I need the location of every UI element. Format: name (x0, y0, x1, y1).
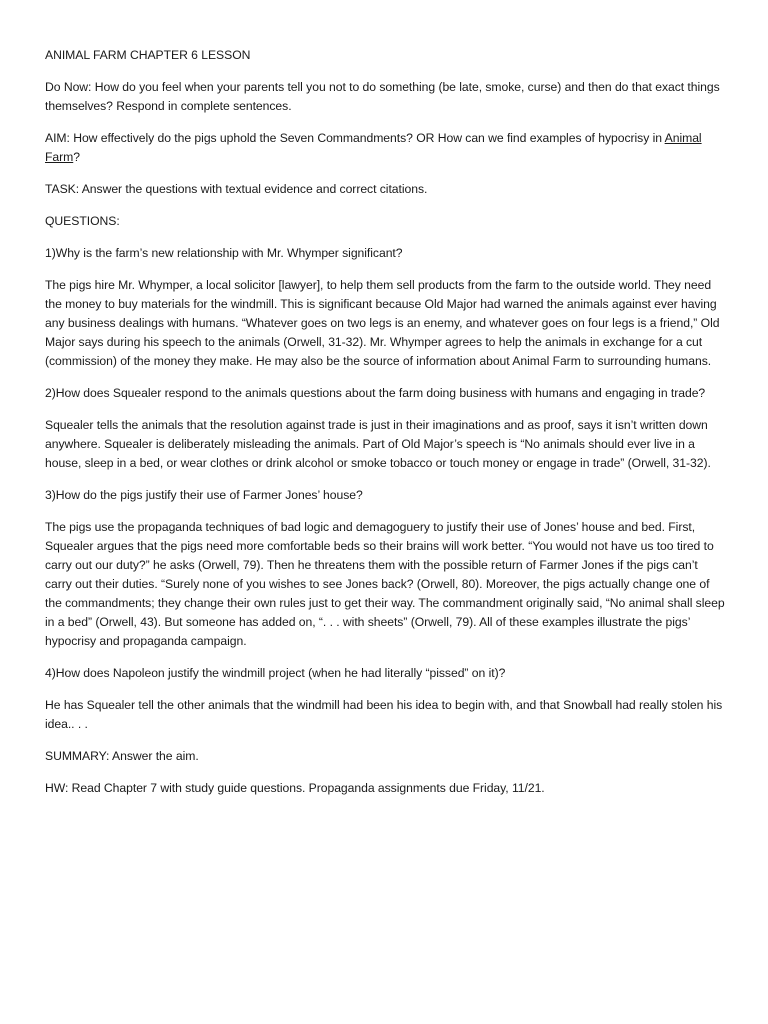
answer-2: Squealer tells the animals that the resolution against trade is just in their imaginations and as proof, says it isn’t written down anywhere. Squealer is deliberately misleading the animals. Part of Old Major’s speech is “No animals should ever live in a house, sleep in a bed, or wear clothes or drink alcohol or smoke tobacco or touch money or engage in trade” (Orwell, 31-32). (45, 418, 711, 470)
question-2: 2)How does Squealer respond to the animals questions about the farm doing business with humans and engaging in trade? (45, 386, 706, 400)
aim-text: AIM: How effectively do the pigs uphold the Seven Commandments? OR How can we find examples of hypocrisy in (45, 131, 665, 145)
aim-paragraph (45, 129, 725, 167)
summary-paragraph: SUMMARY: Answer the aim. (45, 749, 199, 763)
answer-4: He has Squealer tell the other animals that the windmill had been his idea to begin with, and that Snowball had really stolen his idea.. . . (45, 698, 723, 731)
document-page (45, 46, 725, 811)
question-4: 4)How does Napoleon justify the windmill project (when he had literally “pissed” on it)? (45, 666, 506, 680)
question-3: 3)How do the pigs justify their use of Farmer Jones’ house? (45, 488, 363, 502)
questions-heading: QUESTIONS: (45, 214, 120, 228)
do-now-paragraph: Do Now: How do you feel when your parents tell you not to do something (be late, smoke, curse) and then do that exact things themselves? Respond in complete sentences. (45, 80, 720, 113)
answer-1: The pigs hire Mr. Whymper, a local solicitor [lawyer], to help them sell products from the farm to the outside world. They need the money to buy materials for the windmill. This is significant because Old Major had warned the animals against ever having any business dealings with humans. “Whatever goes on two legs is an enemy, and whatever goes on four legs is a friend,” Old Major says during his speech to the animals (Orwell, 31-32). Mr. Whymper agrees to help the animals in exchange for a cut (commission) of the money they make. He may also be the source of information about Animal Farm to surrounding humans. (45, 278, 720, 368)
task-paragraph: TASK: Answer the questions with textual evidence and correct citations. (45, 182, 428, 196)
aim-suffix: ? (73, 150, 80, 164)
lesson-title: ANIMAL FARM CHAPTER 6 LESSON (45, 48, 251, 62)
answer-3: The pigs use the propaganda techniques of bad logic and demagoguery to justify their use of Jones’ house and bed. First, Squealer argues that the pigs need more comfortable beds so their brains will work better. “You would not have us too tired to carry out our duty?” he asks (Orwell, 79). Then he threatens them with the possible return of Farmer Jones if the pigs can’t carry out their duties. “Surely none of you wishes to see Jones back? (Orwell, 80). Moreover, the pigs actually change one of the commandments; they change their own rules just to get their way. The commandment originally said, “No animal shall sleep in a bed” (Orwell, 43). But someone has added on, “. . . with sheets” (Orwell, 79). All of these examples illustrate the pigs’ hypocrisy and propaganda campaign. (45, 520, 725, 648)
book-title: Animal Farm (45, 131, 702, 164)
homework-paragraph: HW: Read Chapter 7 with study guide questions. Propaganda assignments due Friday, 11/21. (45, 781, 545, 795)
question-1: 1)Why is the farm’s new relationship with Mr. Whymper significant? (45, 246, 403, 260)
